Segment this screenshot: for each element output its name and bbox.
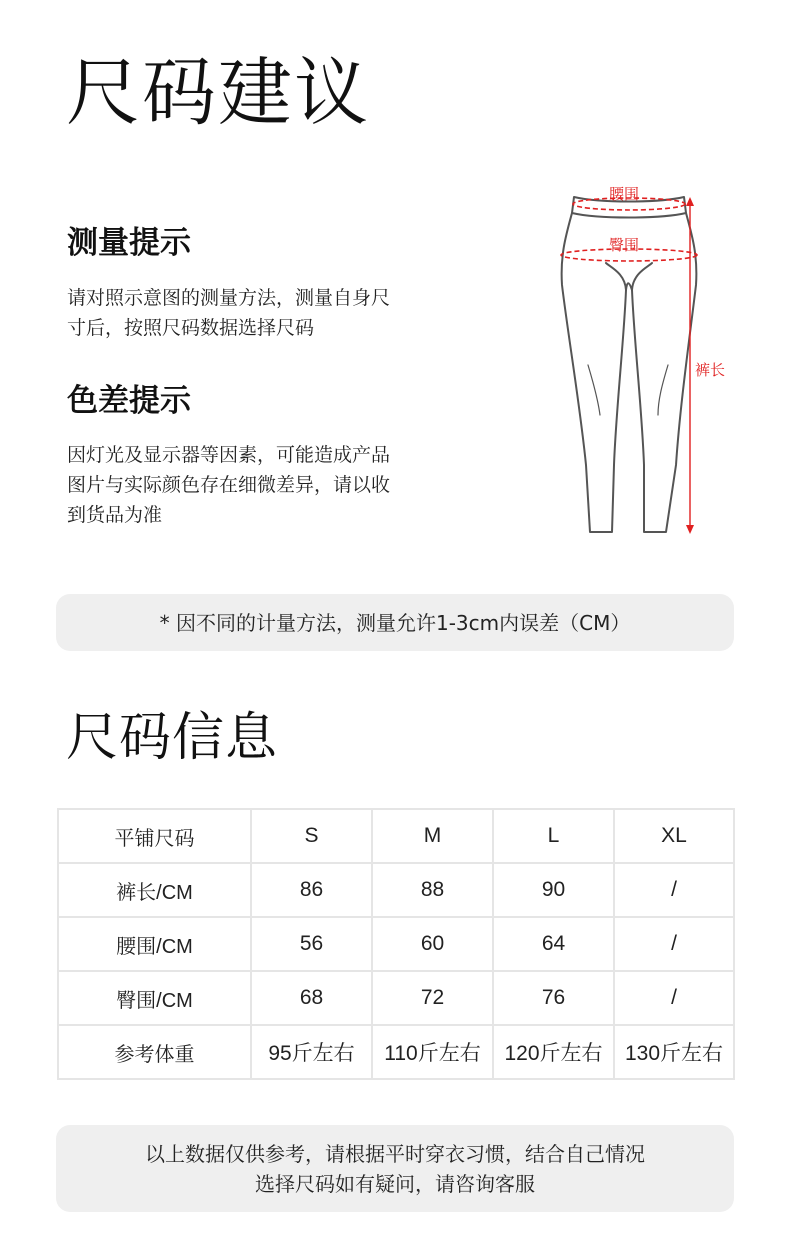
tolerance-note-text: * 因不同的计量方法，测量允许1-3cm内误差（CM）: [159, 610, 631, 635]
table-cell: 56: [251, 917, 372, 971]
table-cell: 60: [372, 917, 493, 971]
table-cell: 130斤左右: [614, 1025, 734, 1079]
table-cell: 120斤左右: [493, 1025, 614, 1079]
table-cell: /: [614, 971, 734, 1025]
table-cell: 95斤左右: [251, 1025, 372, 1079]
leggings-diagram: [540, 175, 750, 545]
table-cell: 110斤左右: [372, 1025, 493, 1079]
waist-label: 腰围: [608, 185, 640, 203]
size-table: [57, 808, 735, 1080]
color-tip-line: 到货品为准: [67, 504, 163, 526]
measure-tip-text: [67, 283, 467, 343]
footer-note-line: 选择尺码如有疑问，请咨询客服: [255, 1171, 535, 1196]
measure-tip-line: 寸后，按照尺码数据选择尺码: [67, 317, 315, 339]
advice-title: 尺码建议: [66, 50, 370, 136]
table-cell: 腰围/CM: [58, 917, 251, 971]
table-row: [58, 971, 734, 1025]
table-cell: 64: [493, 917, 614, 971]
table-cell: 臀围/CM: [58, 971, 251, 1025]
table-cell: 86: [251, 863, 372, 917]
table-header-cell: M: [372, 809, 493, 863]
table-cell: 68: [251, 971, 372, 1025]
table-row: [58, 917, 734, 971]
table-header-cell: 平铺尺码: [58, 809, 251, 863]
table-header-cell: XL: [614, 809, 734, 863]
table-cell: 90: [493, 863, 614, 917]
table-row: [58, 863, 734, 917]
color-tip-line: 因灯光及显示器等因素，可能造成产品: [67, 444, 391, 466]
table-cell: 76: [493, 971, 614, 1025]
length-measure-arrow: [686, 197, 694, 534]
table-cell: /: [614, 863, 734, 917]
size-info-title: 尺码信息: [66, 708, 279, 768]
measure-tip-title: 测量提示: [67, 225, 191, 261]
footer-note: [56, 1125, 734, 1212]
table-header-row: [58, 809, 734, 863]
hip-label: 臀围: [608, 236, 640, 254]
table-header-cell: S: [251, 809, 372, 863]
length-label: 裤长: [695, 361, 726, 379]
footer-note-line: 以上数据仅供参考，请根据平时穿衣习惯，结合自己情况: [145, 1141, 645, 1166]
color-tip-line: 图片与实际颜色存在细微差异，请以收: [67, 474, 391, 496]
tolerance-note: [56, 594, 734, 651]
measure-tip-line: 请对照示意图的测量方法，测量自身尺: [67, 287, 391, 309]
table-cell: /: [614, 917, 734, 971]
table-header-cell: L: [493, 809, 614, 863]
table-cell: 参考体重: [58, 1025, 251, 1079]
table-cell: 72: [372, 971, 493, 1025]
table-row: [58, 1025, 734, 1079]
color-tip-text: [67, 440, 467, 530]
table-cell: 88: [372, 863, 493, 917]
table-cell: 裤长/CM: [58, 863, 251, 917]
color-tip-title: 色差提示: [67, 383, 191, 419]
